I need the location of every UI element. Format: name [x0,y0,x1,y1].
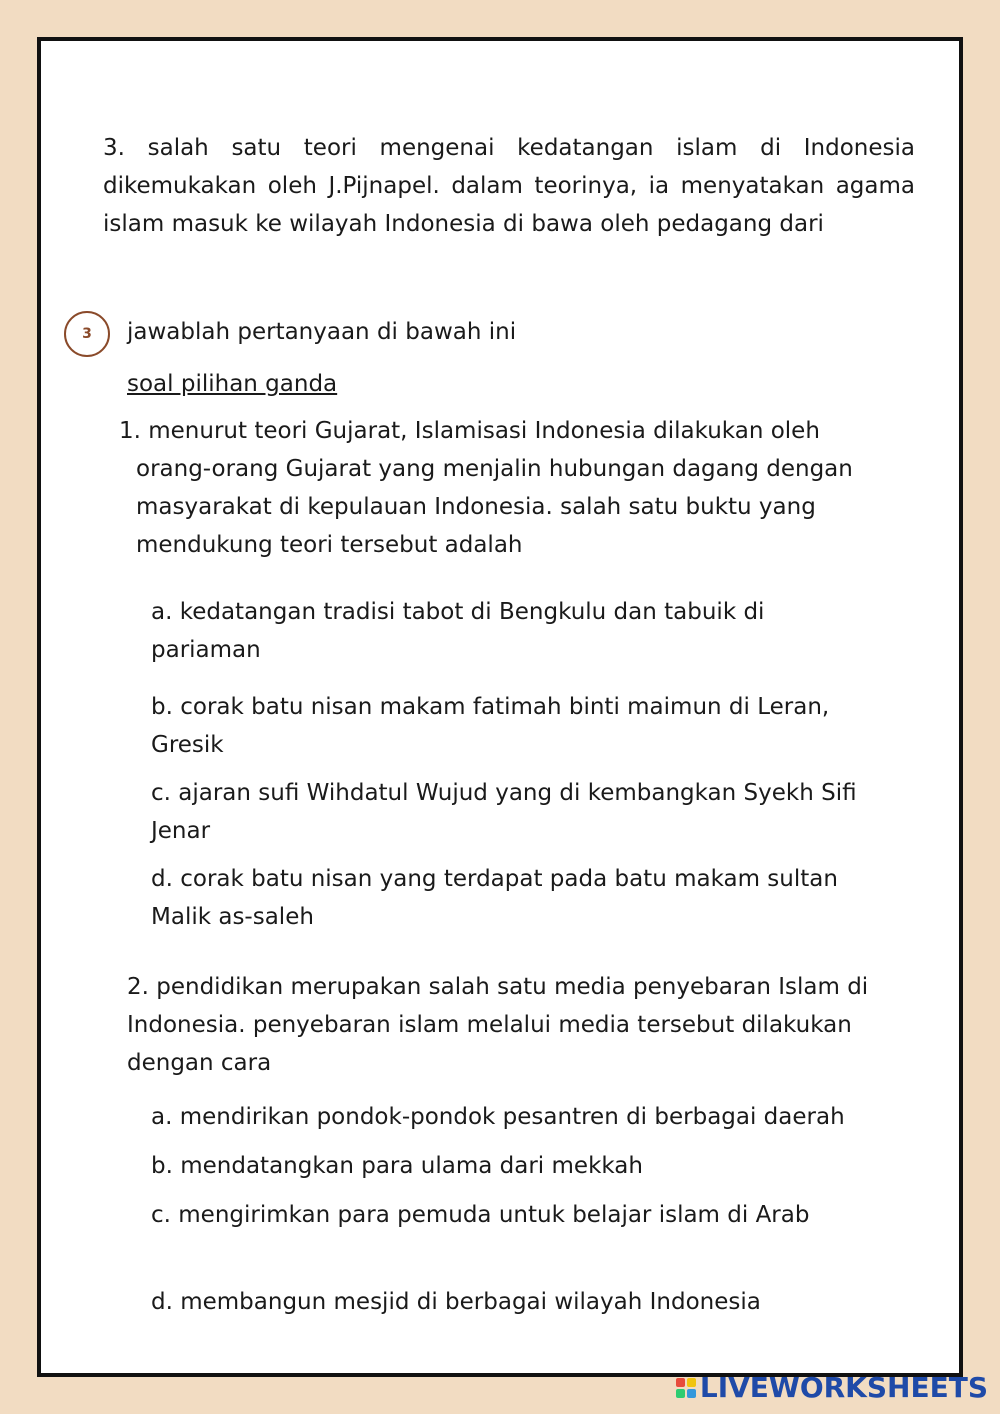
section-subtitle: soal pilihan ganda [127,371,338,397]
q2-option-a[interactable]: a. mendirikan pondok-pondok pesantren di berbagai daerah [151,1104,845,1130]
q1-option-b[interactable]: b. corak batu nisan makam fatimah binti maimun di Leran, Gresik [151,694,830,758]
brand-name: LIVEWORKSHEETS [699,1371,988,1404]
question-1-text: orang-orang Gujarat yang menjalin hubungan dagang dengan masyarakat di kepulauan Indonesia. salah satu buktu yang mendukung teori tersebut adalah [136,456,853,558]
question-2-text: 2. pendidikan merupakan salah satu media penyebaran Islam di Indonesia. penyebaran islam melalui media tersebut dilakukan dengan cara [127,974,869,1076]
q2-option-d[interactable]: d. membangun mesjid di berbagai wilayah Indonesia [151,1289,761,1315]
question-3-text: 3. salah satu teori mengenai kedatangan islam di Indonesia dikemukakan oleh J.Pijnapel. dalam teorinya, ia menyatakan agama islam masuk ke wilayah Indonesia di bawa oleh pedagang dari [103,135,915,237]
liveworksheets-brand [676,1371,988,1404]
logo-square [676,1378,685,1387]
question-1 [119,412,909,564]
logo-square [676,1389,685,1398]
q1-option-d[interactable]: d. corak batu nisan yang terdapat pada batu makam sultan Malik as-saleh [151,866,838,930]
logo-square [687,1389,696,1398]
section-instruction: jawablah pertanyaan di bawah ini [127,319,517,345]
q1-option-a[interactable]: a. kedatangan tradisi tabot di Bengkulu dan tabuik di pariaman [151,599,765,663]
liveworksheets-logo-icon [676,1378,696,1398]
question-1-first-line: 1. menurut teori Gujarat, Islamisasi Indonesia dilakukan oleh [119,418,820,444]
q2-option-b[interactable]: b. mendatangkan para ulama dari mekkah [151,1153,643,1179]
logo-square [687,1378,696,1387]
q1-option-c[interactable]: c. ajaran sufi Wihdatul Wujud yang di kembangkan Syekh Sifi Jenar [151,780,857,844]
section-number-badge: 3 [64,311,110,357]
worksheet-page [37,37,963,1377]
q2-option-c[interactable]: c. mengirimkan para pemuda untuk belajar islam di Arab [151,1202,810,1228]
